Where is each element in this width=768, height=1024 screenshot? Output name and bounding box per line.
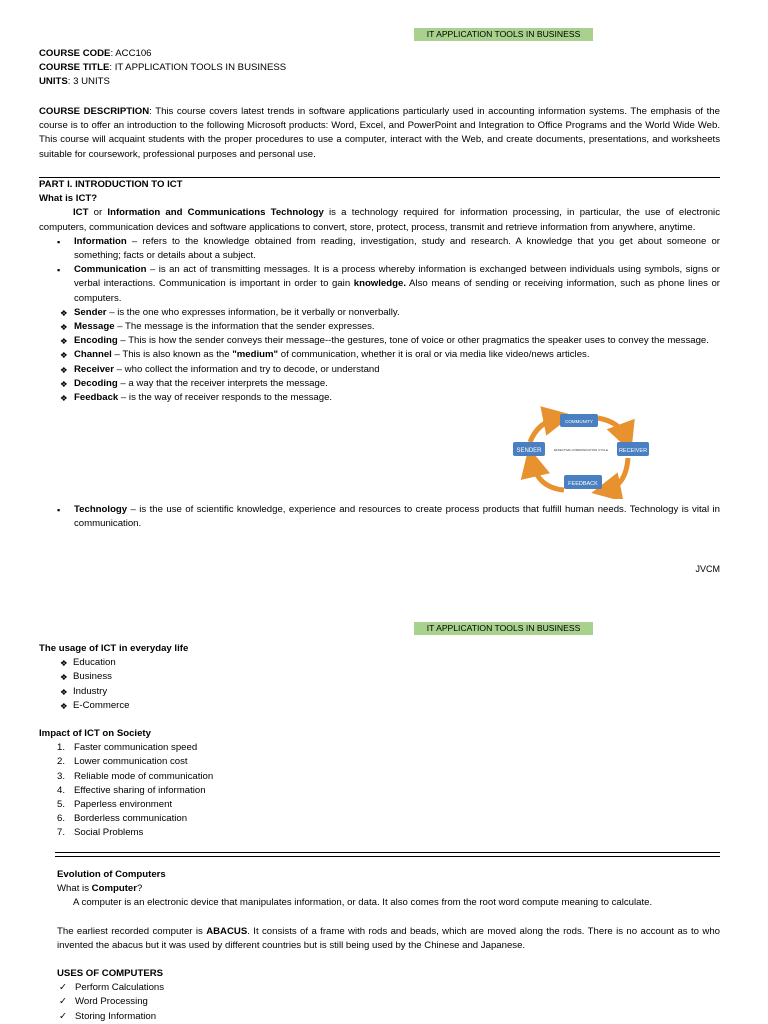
uses-section [57,967,720,1024]
what-is-ict: What is ICT? [39,193,98,205]
diagram-center-label: EFFECTIVE COMMUNICATION CYCLE [554,448,608,452]
cycle-arrow [598,418,626,438]
list-item: ❖ Business [60,670,720,684]
list-item: 7. Social Problems [57,827,144,839]
ict-impact-section [39,727,720,841]
uses-heading: USES OF COMPUTERS [57,968,164,979]
list-item-sender: ❖ Sender – is the one who expresses information, be it verbally or nonverbally. [39,306,720,320]
community-label: COMMUNITY [565,419,593,424]
ict-usage-section [39,642,720,713]
cycle-arrow [606,458,628,490]
abacus-paragraph: The earliest recorded computer is ABACUS. It consists of a frame with rods and beads, which are moved along the rods. There is no account as to who invented the abacus but it was used by different countries but is still being used by the Chinese and Japanese. [57,926,720,952]
list-item: 4. Effective sharing of information [57,784,206,796]
feedback-label: FEEDBACK [568,481,598,487]
course-info [39,47,720,90]
sender-label: SENDER [516,448,542,454]
part1-section [39,178,720,405]
cycle-arrow [532,462,564,490]
usage-list [39,656,720,713]
header-badge: IT APPLICATION TOOLS IN BUSINESS [414,622,593,635]
list-item: ❖ E-Commerce [60,699,720,713]
page-footer: JVCM [695,564,720,574]
list-item: 6. Borderless communication [57,813,188,825]
cycle-arrow [530,418,558,442]
list-item-technology: ▪ Technology – is the use of scientific knowledge, experience and resources to create process products that fulfill human needs. Technology is vital in communication. [39,503,720,531]
course-title: COURSE TITLE: IT APPLICATION TOOLS IN BUSINESS [39,62,287,74]
evolution-section [57,868,720,911]
list-item: 3. Reliable mode of communication [57,770,214,782]
list-item-feedback: ❖ Feedback – is the way of receiver responds to the message. [39,391,720,405]
receiver-label: RECEIVER [618,448,648,454]
double-divider [55,852,720,857]
list-item: 2. Lower communication cost [57,756,188,768]
list-item-message: ❖ Message – The message is the information that the sender expresses. [39,320,720,334]
list-item-receiver: ❖ Receiver – who collect the information and try to decode, or understand [39,363,720,377]
course-code: COURSE CODE: ACC106 [39,48,152,59]
what-is-computer: What is Computer? [57,883,143,895]
header-badge: IT APPLICATION TOOLS IN BUSINESS [414,28,593,41]
list-item-decoding: ❖ Decoding – a way that the receiver interprets the message. [39,377,720,391]
list-item: ✓ Perform Calculations [40,981,720,995]
list-item-encoding: ❖ Encoding – This is how the sender conveys their message--the gestures, tone of voice or other pragmatics the speaker uses to convey the message. [39,334,720,348]
impact-list [39,741,720,840]
uses-list [40,981,720,1024]
evolution-heading: Evolution of Computers [57,869,166,880]
ict-definition: ICT or Information and Communications Technology is a technology required for information processing, in particular, the use of electronic computers, communication devices and software applications to convert, store, protect, process, transmit and retrieve information from anywhere, anytime. [39,207,720,233]
list-item-communication: ▪ Communication – is an act of transmitting messages. It is a process whereby information is exchanged between individuals using symbols, signs or verbal interactions. Communication is important in order to gain knowledge. Also means of sending or receiving information, such as phone lines or computers. [39,263,720,306]
part1-heading: PART I. INTRODUCTION TO ICT [39,179,183,190]
course-description: COURSE DESCRIPTION: This course covers latest trends in software applications particularly used in accounting information systems. The emphasis of the course is to offer an introduction to the following Microsoft products: Word, Excel, and PowerPoint and Integration to Office Programs and the World Wide Web. This course will acquaint students with the proper procedures to use a computer, interact with the Web, and create documents, presentations, and worksheets suitable for coursework, professional purposes and personal use. [39,106,720,160]
computer-definition: A computer is an electronic device that manipulates information, or data. It also comes from the root word compute meaning to calculate. [73,897,653,909]
list-item: ❖ Industry [60,685,720,699]
list-item-channel: ❖ Channel – This is also known as the "medium" of communication, whether it is oral or via media like video/news articles. [39,348,720,362]
usage-heading: The usage of ICT in everyday life [39,643,189,654]
list-item: ❖ Education [60,656,720,670]
list-item: ✓ Word Processing [40,995,720,1009]
list-item: 5. Paperless environment [57,799,173,811]
list-item-information: ▪ Information – refers to the knowledge obtained from reading, investigation, study and research. A knowledge that you get about someone or something; facts or details about a subject. [39,235,720,263]
ict-terms-list [39,235,720,306]
list-item: ✓ Storing Information [40,1010,720,1024]
course-units: UNITS: 3 UNITS [39,76,110,88]
communication-cycle-diagram [508,404,653,499]
technology-section [39,503,720,531]
impact-heading: Impact of ICT on Society [39,728,151,739]
list-item: 1. Faster communication speed [57,742,198,754]
communication-elements-list [39,306,720,405]
